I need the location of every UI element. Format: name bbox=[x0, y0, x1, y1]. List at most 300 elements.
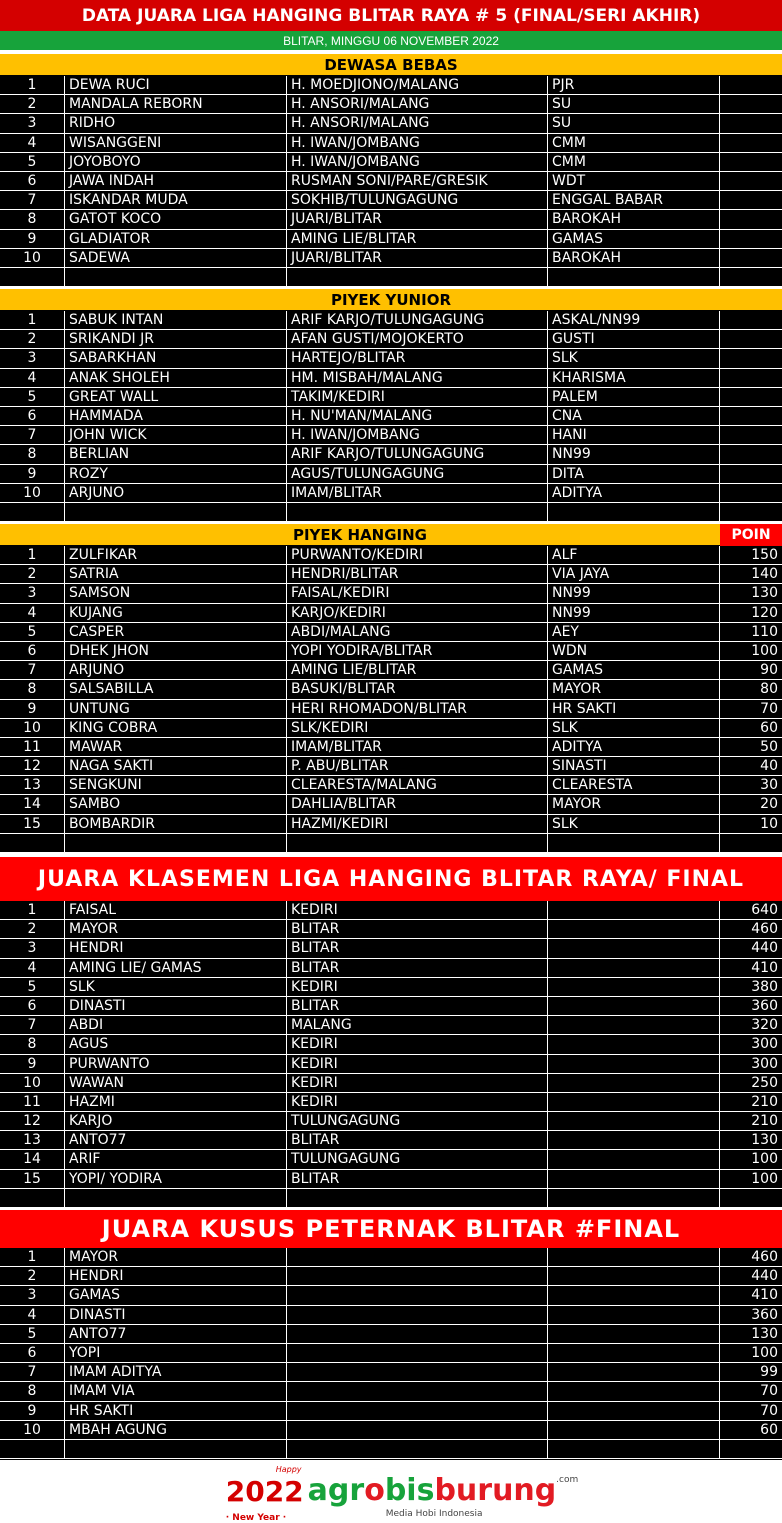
name-cell: NAGA SAKTI bbox=[65, 757, 287, 775]
owner-cell: P. ABU/BLITAR bbox=[287, 757, 548, 775]
team-cell bbox=[548, 997, 720, 1015]
table-row bbox=[0, 680, 782, 699]
rank-cell: 5 bbox=[0, 978, 65, 996]
points-cell bbox=[720, 249, 782, 267]
team-cell: NN99 bbox=[548, 584, 720, 602]
points-cell: 40 bbox=[760, 758, 778, 775]
table-row bbox=[0, 623, 782, 642]
owner-cell: JUARI/BLITAR bbox=[287, 210, 548, 228]
table-row bbox=[0, 959, 782, 978]
table-row bbox=[0, 407, 782, 426]
owner-cell: H. IWAN/JOMBANG bbox=[287, 426, 548, 444]
name-cell: MBAH AGUNG bbox=[65, 1421, 287, 1439]
points-cell: 70 bbox=[760, 700, 778, 717]
rank-cell: 1 bbox=[0, 1248, 65, 1266]
table-row bbox=[0, 76, 782, 95]
points-cell: 70 bbox=[760, 1383, 778, 1400]
blank-row bbox=[0, 834, 782, 853]
owner-cell: IMAM/BLITAR bbox=[287, 484, 548, 502]
team-cell: SLK bbox=[548, 719, 720, 737]
blank-row bbox=[0, 268, 782, 287]
name-cell: DEWA RUCI bbox=[65, 76, 287, 94]
owner-cell: AMING LIE/BLITAR bbox=[287, 230, 548, 248]
rank-cell: 1 bbox=[0, 546, 65, 564]
name-cell: KUJANG bbox=[65, 604, 287, 622]
name-cell: HAMMADA bbox=[65, 407, 287, 425]
table-row bbox=[0, 1267, 782, 1286]
points-cell: 410 bbox=[751, 959, 778, 976]
team-cell: PJR bbox=[548, 76, 720, 94]
name-cell: SAMBO bbox=[65, 795, 287, 813]
name-cell: SATRIA bbox=[65, 565, 287, 583]
team-cell: PALEM bbox=[548, 388, 720, 406]
points-cell: 60 bbox=[760, 1421, 778, 1438]
table-row bbox=[0, 815, 782, 834]
rank-cell: 5 bbox=[0, 153, 65, 171]
owner-cell: KEDIRI bbox=[287, 1055, 548, 1073]
name-cell: YOPI/ YODIRA bbox=[65, 1170, 287, 1188]
points-cell: 100 bbox=[751, 1344, 778, 1361]
owner-cell: TULUNGAGUNG bbox=[287, 1150, 548, 1168]
table-row bbox=[0, 1112, 782, 1131]
team-cell: SINASTI bbox=[548, 757, 720, 775]
name-cell: JOHN WICK bbox=[65, 426, 287, 444]
name-cell: BOMBARDIR bbox=[65, 815, 287, 833]
name-cell: SENGKUNI bbox=[65, 776, 287, 794]
owner-cell: BLITAR bbox=[287, 939, 548, 957]
table-row bbox=[0, 426, 782, 445]
name-cell: HENDRI bbox=[65, 939, 287, 957]
name-cell: DINASTI bbox=[65, 997, 287, 1015]
table-row bbox=[0, 349, 782, 368]
table-row bbox=[0, 700, 782, 719]
owner-cell bbox=[287, 1325, 548, 1343]
table-row bbox=[0, 1325, 782, 1344]
table-row bbox=[0, 1421, 782, 1440]
points-cell: 130 bbox=[751, 585, 778, 602]
owner-cell: KEDIRI bbox=[287, 978, 548, 996]
name-cell: MAWAR bbox=[65, 738, 287, 756]
name-cell: AGUS bbox=[65, 1035, 287, 1053]
table-row bbox=[0, 1363, 782, 1382]
team-cell: KHARISMA bbox=[548, 369, 720, 387]
points-cell: 10 bbox=[760, 815, 778, 832]
table-row bbox=[0, 604, 782, 623]
table-row bbox=[0, 134, 782, 153]
owner-cell: HAZMI/KEDIRI bbox=[287, 815, 548, 833]
name-cell: ARJUNO bbox=[65, 484, 287, 502]
table-row bbox=[0, 311, 782, 330]
team-cell bbox=[548, 978, 720, 996]
rank-cell: 9 bbox=[0, 230, 65, 248]
name-cell: IMAM VIA bbox=[65, 1382, 287, 1400]
points-cell bbox=[720, 407, 782, 425]
team-cell bbox=[548, 1248, 720, 1266]
name-cell: GLADIATOR bbox=[65, 230, 287, 248]
name-cell: MANDALA REBORN bbox=[65, 95, 287, 113]
section-header-piyek-yunior: PIYEK YUNIOR bbox=[0, 289, 782, 311]
owner-cell bbox=[287, 1248, 548, 1266]
team-cell bbox=[548, 1306, 720, 1324]
name-cell: KARJO bbox=[65, 1112, 287, 1130]
table-row bbox=[0, 776, 782, 795]
rank-cell: 2 bbox=[0, 1267, 65, 1285]
section-header-piyek-hanging: PIYEK HANGING bbox=[0, 524, 720, 546]
team-cell bbox=[548, 1421, 720, 1439]
team-cell: ASKAL/NN99 bbox=[548, 311, 720, 329]
points-cell: 20 bbox=[760, 796, 778, 813]
rank-cell: 10 bbox=[0, 1421, 65, 1439]
rank-cell: 5 bbox=[0, 623, 65, 641]
table-row bbox=[0, 939, 782, 958]
owner-cell: DAHLIA/BLITAR bbox=[287, 795, 548, 813]
owner-cell: BLITAR bbox=[287, 920, 548, 938]
owner-cell: CLEARESTA/MALANG bbox=[287, 776, 548, 794]
name-cell: SRIKANDI JR bbox=[65, 330, 287, 348]
team-cell bbox=[548, 1055, 720, 1073]
name-cell: ZULFIKAR bbox=[65, 546, 287, 564]
team-cell bbox=[548, 1150, 720, 1168]
owner-cell: YOPI YODIRA/BLITAR bbox=[287, 642, 548, 660]
points-cell: 150 bbox=[751, 547, 778, 563]
blank-row bbox=[0, 1189, 782, 1208]
team-cell: GAMAS bbox=[548, 661, 720, 679]
points-cell: 30 bbox=[760, 777, 778, 794]
name-cell: SAMSON bbox=[65, 584, 287, 602]
blank-row bbox=[0, 503, 782, 522]
name-cell: ARJUNO bbox=[65, 661, 287, 679]
section-header-dewasa-bebas: DEWASA BEBAS bbox=[0, 54, 782, 76]
points-cell: 210 bbox=[751, 1093, 778, 1110]
team-cell bbox=[548, 1035, 720, 1053]
points-cell bbox=[720, 230, 782, 248]
points-cell: 130 bbox=[751, 1325, 778, 1342]
owner-cell: H. NU'MAN/MALANG bbox=[287, 407, 548, 425]
name-cell: ROZY bbox=[65, 465, 287, 483]
rank-cell: 10 bbox=[0, 719, 65, 737]
points-cell: 130 bbox=[751, 1132, 778, 1149]
team-cell: BAROKAH bbox=[548, 210, 720, 228]
points-cell bbox=[720, 311, 782, 329]
points-cell bbox=[720, 388, 782, 406]
team-cell: VIA JAYA bbox=[548, 565, 720, 583]
rank-cell: 6 bbox=[0, 642, 65, 660]
points-cell bbox=[720, 191, 782, 209]
name-cell: PURWANTO bbox=[65, 1055, 287, 1073]
owner-cell: H. ANSORI/MALANG bbox=[287, 114, 548, 132]
table-row bbox=[0, 210, 782, 229]
rank-cell: 14 bbox=[0, 1150, 65, 1168]
name-cell: ANTO77 bbox=[65, 1131, 287, 1149]
event-date: BLITAR, MINGGU 06 NOVEMBER 2022 bbox=[0, 31, 782, 50]
points-cell: 50 bbox=[760, 738, 778, 755]
team-cell: ADITYA bbox=[548, 738, 720, 756]
rank-cell: 2 bbox=[0, 330, 65, 348]
name-cell: DINASTI bbox=[65, 1306, 287, 1324]
name-cell: MAYOR bbox=[65, 920, 287, 938]
points-cell: 360 bbox=[751, 997, 778, 1014]
owner-cell: BASUKI/BLITAR bbox=[287, 680, 548, 698]
rank-cell: 13 bbox=[0, 776, 65, 794]
team-cell: BAROKAH bbox=[548, 249, 720, 267]
rank-cell: 10 bbox=[0, 249, 65, 267]
points-cell bbox=[720, 153, 782, 171]
name-cell: SADEWA bbox=[65, 249, 287, 267]
owner-cell: BLITAR bbox=[287, 959, 548, 977]
points-cell: 460 bbox=[751, 921, 778, 938]
owner-cell bbox=[287, 1363, 548, 1381]
owner-cell: FAISAL/KEDIRI bbox=[287, 584, 548, 602]
name-cell: MAYOR bbox=[65, 1248, 287, 1266]
rank-cell: 4 bbox=[0, 369, 65, 387]
points-cell: 380 bbox=[751, 978, 778, 995]
table-row bbox=[0, 1016, 782, 1035]
blank-row bbox=[0, 1440, 782, 1459]
points-cell: 100 bbox=[751, 1170, 778, 1187]
rank-cell: 1 bbox=[0, 76, 65, 94]
name-cell: ARIF bbox=[65, 1150, 287, 1168]
team-cell bbox=[548, 1093, 720, 1111]
banner-peternak: JUARA KUSUS PETERNAK BLITAR #FINAL bbox=[0, 1210, 782, 1248]
rank-cell: 3 bbox=[0, 114, 65, 132]
team-cell: MAYOR bbox=[548, 795, 720, 813]
points-cell bbox=[720, 95, 782, 113]
page-title: DATA JUARA LIGA HANGING BLITAR RAYA # 5 (FINAL/SERI AKHIR) bbox=[0, 0, 782, 31]
rank-cell: 2 bbox=[0, 95, 65, 113]
table-row bbox=[0, 546, 782, 565]
owner-cell: TULUNGAGUNG bbox=[287, 1112, 548, 1130]
rank-cell: 9 bbox=[0, 1402, 65, 1420]
table-row bbox=[0, 191, 782, 210]
team-cell bbox=[548, 1325, 720, 1343]
team-cell: WDT bbox=[548, 172, 720, 190]
team-cell: DITA bbox=[548, 465, 720, 483]
table-row bbox=[0, 1093, 782, 1112]
rank-cell: 11 bbox=[0, 738, 65, 756]
owner-cell: KARJO/KEDIRI bbox=[287, 604, 548, 622]
points-cell bbox=[720, 426, 782, 444]
rank-cell: 5 bbox=[0, 1325, 65, 1343]
name-cell: ISKANDAR MUDA bbox=[65, 191, 287, 209]
name-cell: HAZMI bbox=[65, 1093, 287, 1111]
owner-cell: ABDI/MALANG bbox=[287, 623, 548, 641]
team-cell bbox=[548, 901, 720, 919]
owner-cell: BLITAR bbox=[287, 1170, 548, 1188]
name-cell: FAISAL bbox=[65, 901, 287, 919]
rank-cell: 4 bbox=[0, 1306, 65, 1324]
points-cell bbox=[720, 76, 782, 94]
table-row bbox=[0, 719, 782, 738]
name-cell: CASPER bbox=[65, 623, 287, 641]
name-cell: BERLIAN bbox=[65, 445, 287, 463]
rank-cell: 4 bbox=[0, 959, 65, 977]
owner-cell: HENDRI/BLITAR bbox=[287, 565, 548, 583]
table-row bbox=[0, 1074, 782, 1093]
poin-header: POIN bbox=[720, 524, 782, 546]
team-cell bbox=[548, 1016, 720, 1034]
owner-cell: ARIF KARJO/TULUNGAGUNG bbox=[287, 445, 548, 463]
team-cell: SLK bbox=[548, 815, 720, 833]
rank-cell: 12 bbox=[0, 1112, 65, 1130]
points-cell bbox=[720, 484, 782, 502]
team-cell: SU bbox=[548, 95, 720, 113]
rank-cell: 2 bbox=[0, 920, 65, 938]
name-cell: GAMAS bbox=[65, 1286, 287, 1304]
table-row bbox=[0, 920, 782, 939]
rank-cell: 8 bbox=[0, 210, 65, 228]
table-row bbox=[0, 369, 782, 388]
team-cell bbox=[548, 1170, 720, 1188]
table-row bbox=[0, 997, 782, 1016]
rank-cell: 4 bbox=[0, 134, 65, 152]
rank-cell: 13 bbox=[0, 1131, 65, 1149]
footer-logo bbox=[0, 1462, 782, 1523]
rank-cell: 9 bbox=[0, 700, 65, 718]
owner-cell: KEDIRI bbox=[287, 1093, 548, 1111]
points-cell: 300 bbox=[751, 1055, 778, 1072]
team-cell: HR SAKTI bbox=[548, 700, 720, 718]
rank-cell: 6 bbox=[0, 997, 65, 1015]
table-row bbox=[0, 484, 782, 503]
table-row bbox=[0, 1402, 782, 1421]
team-cell: ENGGAL BABAR bbox=[548, 191, 720, 209]
table-row bbox=[0, 445, 782, 464]
rank-cell: 3 bbox=[0, 584, 65, 602]
team-cell: CNA bbox=[548, 407, 720, 425]
team-cell: CLEARESTA bbox=[548, 776, 720, 794]
owner-cell: H. ANSORI/MALANG bbox=[287, 95, 548, 113]
owner-cell: PURWANTO/KEDIRI bbox=[287, 546, 548, 564]
table-piyek-hanging bbox=[0, 546, 782, 853]
rank-cell: 15 bbox=[0, 815, 65, 833]
table-row bbox=[0, 565, 782, 584]
team-cell bbox=[548, 1267, 720, 1285]
points-cell bbox=[720, 369, 782, 387]
rank-cell: 7 bbox=[0, 1363, 65, 1381]
owner-cell bbox=[287, 1344, 548, 1362]
rank-cell: 7 bbox=[0, 661, 65, 679]
rank-cell: 3 bbox=[0, 349, 65, 367]
team-cell bbox=[548, 1286, 720, 1304]
rank-cell: 2 bbox=[0, 565, 65, 583]
name-cell: GREAT WALL bbox=[65, 388, 287, 406]
name-cell: SALSABILLA bbox=[65, 680, 287, 698]
name-cell: GATOT KOCO bbox=[65, 210, 287, 228]
team-cell bbox=[548, 1074, 720, 1092]
team-cell: CMM bbox=[548, 153, 720, 171]
team-cell: GUSTI bbox=[548, 330, 720, 348]
points-cell: 250 bbox=[751, 1074, 778, 1091]
owner-cell bbox=[287, 1286, 548, 1304]
rank-cell: 12 bbox=[0, 757, 65, 775]
rank-cell: 10 bbox=[0, 1074, 65, 1092]
points-cell: 60 bbox=[760, 719, 778, 736]
team-cell bbox=[548, 920, 720, 938]
points-cell: 99 bbox=[760, 1364, 778, 1381]
owner-cell: JUARI/BLITAR bbox=[287, 249, 548, 267]
table-row bbox=[0, 330, 782, 349]
team-cell bbox=[548, 1344, 720, 1362]
rank-cell: 8 bbox=[0, 445, 65, 463]
team-cell: MAYOR bbox=[548, 680, 720, 698]
table-row bbox=[0, 95, 782, 114]
owner-cell: BLITAR bbox=[287, 997, 548, 1015]
name-cell: KING COBRA bbox=[65, 719, 287, 737]
owner-cell: IMAM/BLITAR bbox=[287, 738, 548, 756]
points-cell: 640 bbox=[751, 902, 778, 918]
team-cell bbox=[548, 1131, 720, 1149]
rank-cell: 6 bbox=[0, 1344, 65, 1362]
rank-cell: 15 bbox=[0, 1170, 65, 1188]
points-cell bbox=[720, 445, 782, 463]
team-cell: HANI bbox=[548, 426, 720, 444]
team-cell: ALF bbox=[548, 546, 720, 564]
owner-cell: HARTEJO/BLITAR bbox=[287, 349, 548, 367]
name-cell: WISANGGENI bbox=[65, 134, 287, 152]
team-cell: CMM bbox=[548, 134, 720, 152]
name-cell: WAWAN bbox=[65, 1074, 287, 1092]
rank-cell: 7 bbox=[0, 1016, 65, 1034]
points-cell: 80 bbox=[760, 681, 778, 698]
name-cell: IMAM ADITYA bbox=[65, 1363, 287, 1381]
rank-cell: 8 bbox=[0, 680, 65, 698]
owner-cell bbox=[287, 1402, 548, 1420]
name-cell: RIDHO bbox=[65, 114, 287, 132]
points-cell bbox=[720, 172, 782, 190]
name-cell: SABUK INTAN bbox=[65, 311, 287, 329]
owner-cell bbox=[287, 1421, 548, 1439]
table-row bbox=[0, 1170, 782, 1189]
owner-cell: AFAN GUSTI/MOJOKERTO bbox=[287, 330, 548, 348]
name-cell: JAWA INDAH bbox=[65, 172, 287, 190]
owner-cell: AMING LIE/BLITAR bbox=[287, 661, 548, 679]
table-row bbox=[0, 1150, 782, 1169]
points-cell: 140 bbox=[751, 566, 778, 583]
points-cell: 100 bbox=[751, 642, 778, 659]
points-cell: 70 bbox=[760, 1402, 778, 1419]
points-cell: 100 bbox=[751, 1151, 778, 1168]
name-cell: SABARKHAN bbox=[65, 349, 287, 367]
name-cell: HR SAKTI bbox=[65, 1402, 287, 1420]
owner-cell: BLITAR bbox=[287, 1131, 548, 1149]
table-dewasa-bebas bbox=[0, 76, 782, 287]
points-cell: 110 bbox=[751, 623, 778, 640]
team-cell bbox=[548, 959, 720, 977]
points-cell: 410 bbox=[751, 1287, 778, 1304]
rank-cell: 3 bbox=[0, 939, 65, 957]
owner-cell: H. IWAN/JOMBANG bbox=[287, 153, 548, 171]
rank-cell: 8 bbox=[0, 1382, 65, 1400]
points-cell: 120 bbox=[751, 604, 778, 621]
points-cell bbox=[720, 114, 782, 132]
logo-wordmark: agrobisburung bbox=[307, 1472, 557, 1508]
table-row bbox=[0, 249, 782, 268]
table-row bbox=[0, 1248, 782, 1267]
rank-cell: 1 bbox=[0, 311, 65, 329]
owner-cell: SLK/KEDIRI bbox=[287, 719, 548, 737]
owner-cell: RUSMAN SONI/PARE/GRESIK bbox=[287, 172, 548, 190]
table-row bbox=[0, 642, 782, 661]
table-row bbox=[0, 1286, 782, 1305]
table-peternak bbox=[0, 1248, 782, 1460]
owner-cell: AGUS/TULUNGAGUNG bbox=[287, 465, 548, 483]
table-row bbox=[0, 978, 782, 997]
table-row bbox=[0, 465, 782, 484]
team-cell bbox=[548, 1363, 720, 1381]
owner-cell: HM. MISBAH/MALANG bbox=[287, 369, 548, 387]
name-cell: AMING LIE/ GAMAS bbox=[65, 959, 287, 977]
points-cell: 210 bbox=[751, 1113, 778, 1130]
